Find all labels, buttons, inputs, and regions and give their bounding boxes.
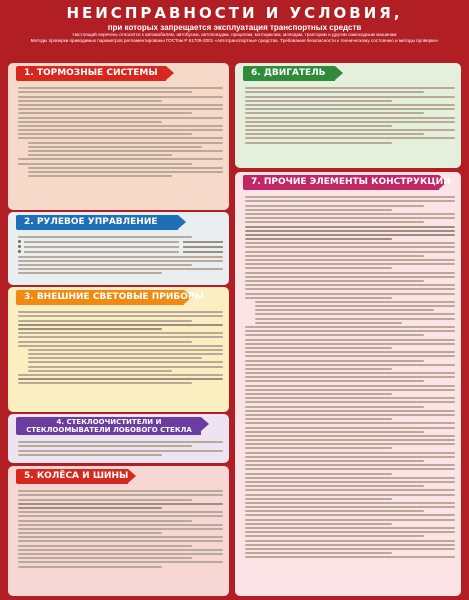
section-other-title: 7. ПРОЧИЕ ЭЛЕМЕНТЫ КОНСТРУКЦИИ <box>251 177 451 187</box>
section-brakes-body <box>8 81 229 177</box>
section-steering <box>8 212 229 285</box>
section-wipers-title: 4. СТЕКЛООЧИСТИТЕЛИ И СТЕКЛООМЫВАТЕЛИ ЛОБОВОГО СТЕКЛА <box>26 418 192 434</box>
section-engine-header <box>243 66 461 81</box>
section-other <box>235 172 461 596</box>
section-brakes-title: 1. ТОРМОЗНЫЕ СИСТЕМЫ <box>24 68 158 78</box>
section-brakes <box>8 63 229 210</box>
section-lights-body <box>8 305 229 384</box>
section-lights <box>8 287 229 412</box>
section-wipers <box>8 414 229 463</box>
section-wheels <box>8 466 229 596</box>
section-steering-header <box>16 215 229 230</box>
section-other-header <box>243 175 461 190</box>
section-engine <box>235 63 461 168</box>
section-lights-title: 3. ВНЕШНИЕ СВЕТОВЫЕ ПРИБОРЫ <box>24 292 204 302</box>
poster-header <box>0 0 469 52</box>
section-steering-body <box>8 230 229 274</box>
section-engine-title: 6. ДВИГАТЕЛЬ <box>251 68 326 78</box>
poster-subtitle: при которых запрещается эксплуатация транспортных средств <box>107 23 362 32</box>
section-wipers-header <box>16 417 229 435</box>
section-wipers-body <box>8 435 229 456</box>
section-wheels-body <box>8 484 229 568</box>
poster-title: НЕИСПРАВНОСТИ И УСЛОВИЯ, <box>66 4 403 22</box>
poster-note-1: Настоящий перечень относится к автомобилям, автобусам, автопоездам, прицепам, мотоциклам, мопедам, тракторам и другим самоходным машинам <box>72 32 397 37</box>
section-steering-title: 2. РУЛЕВОЕ УПРАВЛЕНИЕ <box>24 217 158 227</box>
section-brakes-header <box>16 66 229 81</box>
poster-note-2: Методы проверки приводимых параметров регламентированы ГОСТом Р 51709-2001 «Автотранспортные средства. Требования безопасности к техническому состоянию и методы проверки» <box>30 37 439 43</box>
section-wheels-title: 5. КОЛЁСА И ШИНЫ <box>24 471 129 481</box>
section-engine-body <box>235 81 461 144</box>
section-other-body <box>235 190 461 558</box>
section-lights-header <box>16 290 229 305</box>
section-wheels-header <box>16 469 229 484</box>
